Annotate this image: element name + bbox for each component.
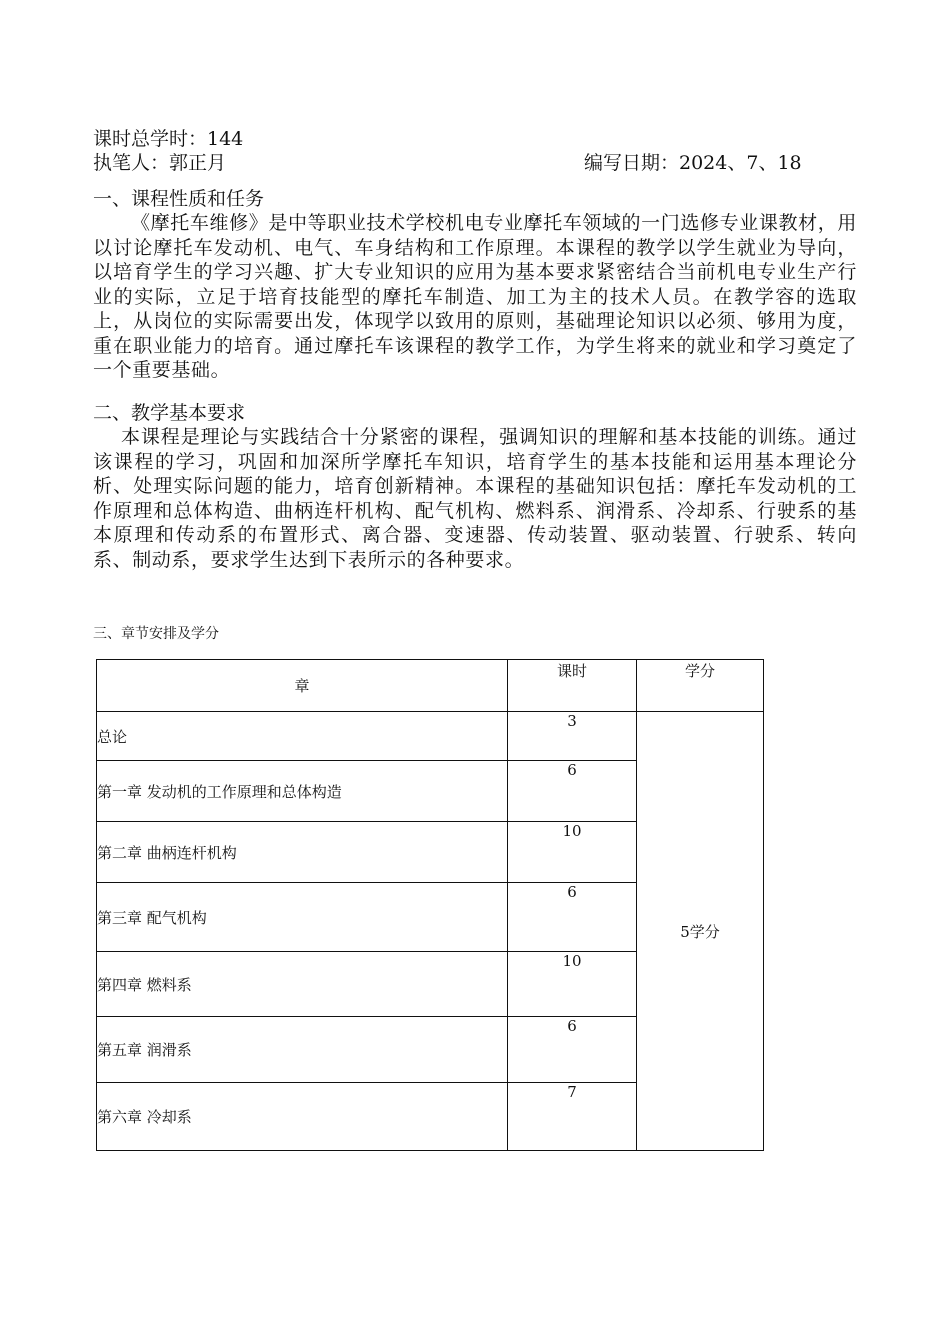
- row-hours: 6: [508, 1017, 637, 1083]
- row-hours: 10: [508, 952, 637, 1017]
- section2-title: 二、教学基本要求: [93, 402, 246, 424]
- credit-cell: 5学分: [637, 712, 764, 1151]
- section1-body: 《摩托车维修》是中等职业技术学校机电专业摩托车领域的一门选修专业课教材，用以讨论摩托车发动机、电气、车身结构和工作原理。本课程的教学以学生就业为导向，以培育学生的学习兴趣、扩大专业知识的应用为基本要求紧密结合当前机电专业生产行业的实际，立足于培育技能型的摩托车制造、加工为主的技术人员。在教学容的选取上，从岗位的实际需要出发，体现学以致用的原则，基础理论知识以必须、够用为度，重在职业能力的培育。通过摩托车该课程的教学工作，为学生将来的就业和学习奠定了一个重要基础。: [93, 212, 857, 381]
- row-hours: 6: [508, 761, 637, 822]
- header-chapter: 章: [97, 660, 508, 712]
- row-hours: 10: [508, 822, 637, 883]
- header-credit: 学分: [637, 660, 764, 712]
- row-name: 总论: [97, 712, 508, 761]
- row-name: 第四章 燃料系: [97, 952, 508, 1017]
- section1-title: 一、课程性质和任务: [93, 188, 265, 210]
- total-hours: 课时总学时：144: [93, 128, 244, 150]
- table-header-row: [97, 660, 764, 712]
- author: 执笔人：郭正月: [93, 152, 227, 174]
- section3-title: 三、章节安排及学分: [93, 626, 219, 642]
- row-hours: 7: [508, 1083, 637, 1151]
- row-hours: 3: [508, 712, 637, 761]
- row-name: 第一章 发动机的工作原理和总体构造: [97, 761, 508, 822]
- header-hours: 课时: [508, 660, 637, 712]
- row-name: 第五章 润滑系: [97, 1017, 508, 1083]
- table-row: [97, 712, 764, 761]
- row-name: 第六章 冷却系: [97, 1083, 508, 1151]
- row-name: 第二章 曲柄连杆机构: [97, 822, 508, 883]
- date: 编写日期：2024、7、18: [584, 152, 802, 174]
- section2-body: 本课程是理论与实践结合十分紧密的课程，强调知识的理解和基本技能的训练。通过该课程的学习，巩固和加深所学摩托车知识，培育学生的基本技能和运用基本理论分析、处理实际问题的能力，培育创新精神。本课程的基础知识包括：摩托车发动机的工作原理和总体构造、曲柄连杆机构、配气机构、燃料系、润滑系、冷却系、行驶系的基本原理和传动系的布置形式、离合器、变速器、传动装置、驱动装置、行驶系、转向系、制动系，要求学生达到下表所示的各种要求。: [93, 426, 857, 571]
- row-name: 第三章 配气机构: [97, 883, 508, 952]
- row-hours: 6: [508, 883, 637, 952]
- schedule-table: [96, 659, 764, 1151]
